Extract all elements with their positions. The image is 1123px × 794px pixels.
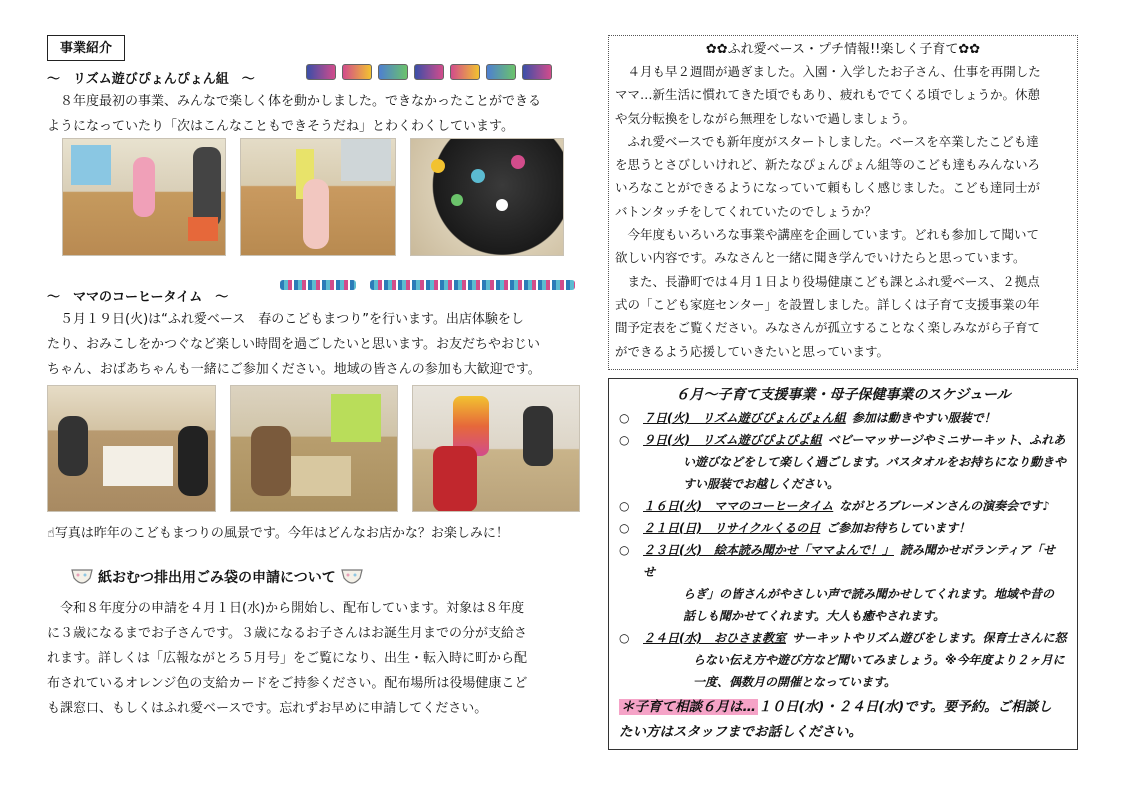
bullet: ○: [619, 433, 630, 447]
zigzag-decoration: [280, 280, 356, 290]
diaper-heading: 紙おむつ排出用ごみ袋の申請について: [98, 570, 336, 586]
info-title-row: [609, 40, 1077, 60]
text-line: ふれ愛ベースでも新年度がスタートしました。ベースを卒業したこども達: [615, 133, 1039, 149]
photo-rhythm-2: [240, 138, 396, 256]
photo-rhythm-3: [410, 138, 564, 256]
info-title: ふれ愛ベース・プチ情報!!楽しく子育て: [727, 42, 959, 57]
text-line: 欲しい内容です。みなさんと一緒に聞き学んでいけたらと思っています。: [615, 250, 1026, 266]
schedule-text: 参加は動きやすい服装で！: [851, 411, 996, 425]
schedule-date: ２１日(日) リサイクルくるの日: [643, 521, 821, 535]
rhythm-text: [47, 89, 587, 139]
text-line: 今年度もいろいろな事業や講座を企画しています。どれも参加して聞いて: [615, 227, 1040, 243]
pointing-hand-icon: ☝: [47, 526, 55, 541]
coffee-heading: ～ ママのコーヒータイム ～: [47, 290, 229, 305]
consult-text: １０日(水)・２４日(水)です。要予約。ご相談し: [758, 699, 1052, 715]
photo-note-text: 写真は昨年のこどもまつりの風景です。今年はどんなお店かな？お楽しみに！: [54, 526, 509, 541]
text-line: ５月１９日(火)は“ふれ愛ベース 春のこどもまつり”を行います。出店体験をし: [47, 312, 524, 327]
flower-icon: ✿✿: [705, 42, 728, 57]
coffee-text: [47, 307, 587, 382]
schedule-item: [619, 539, 1067, 627]
schedule-text: 読み聞かせボランティア「せせ: [643, 543, 1056, 579]
schedule-text: サーキットやリズム遊びをします。保育士さんに怒: [791, 631, 1067, 645]
text-line: に３歳になるまでお子さんです。３歳になるお子さんはお誕生月までの分が支給さ: [47, 626, 527, 641]
schedule-text: ながとろブレーメンさんの演奏会です♪: [839, 499, 1050, 513]
consult-note: [619, 695, 1067, 745]
schedule-item: [619, 429, 1067, 495]
text-line: や気分転換をしながら無理をしないで過しましょう。: [615, 110, 916, 126]
bullet: ○: [619, 543, 630, 557]
text-line: いろなことができるようになっていて頼もしく感じました。こども達同士が: [615, 180, 1041, 196]
text-line: 令和８年度分の申請を４月１日(水)から開始し、配布しています。対象は８年度: [47, 601, 525, 616]
section-tag: 事業紹介: [47, 35, 125, 61]
schedule-text: ベビーマッサージやミニサーキット、ふれあ: [827, 433, 1066, 447]
text-line: 布されているオレンジ色の支給カードをご持参ください。配布場所は役場健康こど: [47, 676, 528, 691]
text-line: も課窓口、もしくはふれ愛ベースです。忘れずお早めに申請してください。: [47, 701, 488, 716]
diaper-icon: [340, 566, 364, 588]
schedule-date: ７日(火) リズム遊びぴょんぴょん組: [643, 411, 846, 425]
zigzag-decoration: [370, 280, 575, 290]
schedule-cont: 話しも聞かせてくれます。大人も癒やされます。: [683, 609, 946, 623]
schedule-cont: らぎ」の皆さんがやさしい声で読み聞かせしてくれます。地域や昔の: [683, 587, 1055, 601]
photo-festival-1: [47, 385, 216, 512]
photo-note: [47, 522, 509, 541]
bullet: ○: [619, 499, 630, 513]
text-line: ちゃん、おばあちゃんも一緒にご参加ください。地域の皆さんの参加も大歓迎です。: [47, 362, 541, 377]
schedule-date: １６日(火) ママのコーヒータイム: [643, 499, 834, 513]
rhythm-heading: ～ リズム遊びぴょんぴょん組 ～: [47, 72, 255, 87]
consult-text-2: たい方はスタッフまでお話しください。: [619, 724, 862, 740]
text-line: ４月も早２週間が過ぎました。入園・入学したお子さん、仕事を再開した: [615, 64, 1041, 79]
diaper-heading-row: [70, 566, 364, 588]
text-line: ママ…新生活に慣れてきた頃でもあり、疲れもでてくる頃でしょうか。休憩: [615, 87, 1041, 103]
text-line: バトンタッチをしてくれていたのでしょうか？: [615, 203, 877, 219]
text-line: ８年度最初の事業、みんなで楽しく体を動かしました。できなかったことができる: [47, 94, 542, 109]
bullet: ○: [619, 521, 630, 535]
text-line: れます。詳しくは「広報ながとろ５月号」をご覧になり、出生・転入時に町から配: [47, 651, 527, 666]
schedule-date: ９日(火) リズム遊びぴよぴよ組: [643, 433, 822, 447]
schedule-item: [619, 495, 1067, 517]
text-line: また、長瀞町では４月１日より役場健康こども課とふれ愛ベース、２拠点: [615, 273, 1040, 289]
candy-decoration: [306, 64, 552, 80]
text-line: ができるよう応援していきたいと思っています。: [615, 343, 890, 359]
diaper-icon: [70, 566, 94, 588]
text-line: たり、おみこしをかつぐなど楽しい時間を過ごしたいと思います。お友だちやおじい: [47, 337, 540, 352]
schedule-item: [619, 627, 1067, 693]
schedule-date: ２４日(水) おひさま教室: [643, 631, 786, 645]
info-box: [608, 35, 1078, 370]
schedule-item: [619, 407, 1067, 429]
schedule-list: [609, 405, 1077, 745]
schedule-cont: 一度、偶数月の開催となっています。: [693, 675, 897, 689]
schedule-box: [608, 378, 1078, 750]
schedule-date: ２３日(火) 絵本読み聞かせ「ママよんで！」: [643, 543, 894, 557]
info-text: [609, 60, 1077, 363]
schedule-title: ６月～子育て支援事業・母子保健事業のスケジュール: [675, 387, 1011, 403]
bullet: ○: [619, 631, 630, 645]
text-line: ようになっていたり「次はこんなこともできそうだね」とわくわくしています。: [47, 119, 514, 134]
schedule-cont: らない伝え方や遊び方など聞いてみましょう。※今年度より２ヶ月に: [693, 653, 1065, 667]
text-line: 式の「こども家庭センター」を設置しました。詳しくは子育て支援事業の年: [615, 296, 1040, 312]
schedule-item: [619, 517, 1067, 539]
bullet: ○: [619, 411, 630, 425]
flower-icon: ✿✿: [958, 42, 981, 57]
photo-festival-3: [412, 385, 580, 512]
photo-rhythm-1: [62, 138, 226, 256]
schedule-cont: すい服装でお越しください。: [683, 477, 840, 491]
text-line: を思うとさびしいけれど、新たなぴょんぴょん組等のこども達もみんないろ: [615, 157, 1041, 173]
photo-festival-2: [230, 385, 398, 512]
consult-highlight: ＊子育て相談６月は…: [621, 699, 756, 715]
diaper-text: [47, 596, 587, 721]
schedule-cont: い遊びなどをして楽しく過ごします。バスタオルをお持ちになり動きや: [683, 455, 1067, 469]
text-line: 間予定表をご覧ください。みなさんが孤立することなく楽しみながら子育て: [615, 320, 1041, 336]
schedule-text: ご参加お待ちしています！: [826, 521, 971, 535]
